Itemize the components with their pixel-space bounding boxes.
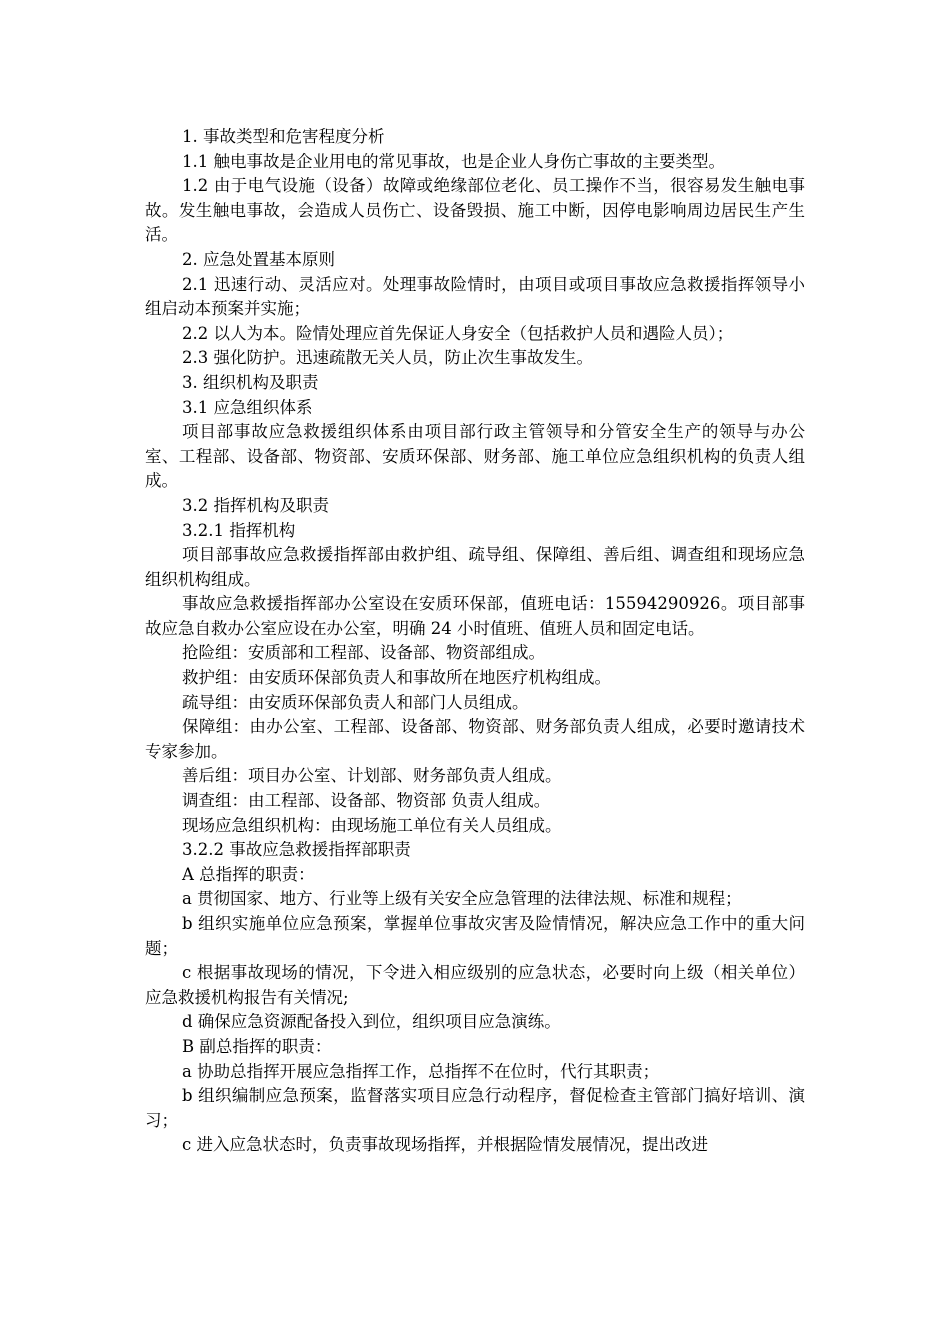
paragraph-2-2: 2.2 以人为本。险情处理应首先保证人身安全（包括救护人员和遇险人员）；: [182, 323, 734, 343]
group-onsite: 现场应急组织机构：由现场施工单位有关人员组成。: [182, 815, 562, 835]
commander-duty-b: b 组织实施单位应急预案，掌握单位事故灾害及险情情况，解决应急工作中的重大问题；: [145, 914, 805, 958]
commander-duty-c: c 根据事故现场的情况，下令进入相应级别的应急状态，必要时向上级（相关单位）应急救援机构报告有关情况;: [145, 963, 805, 1007]
paragraph-1-2: 1.2 由于电气设施（设备）故障或绝缘部位老化、员工操作不当，很容易发生触电事故。发生触电事故，会造成人员伤亡、设备毁损、施工中断，因停电影响周边居民生产生活。: [145, 176, 805, 245]
heading-3-2: 3.2 指挥机构及职责: [182, 495, 329, 515]
paragraph-3-2-1-a: 项目部事故应急救援指挥部由救护组、疏导组、保障组、善后组、调查组和现场应急组织机构组成。: [145, 545, 805, 589]
group-medical: 救护组：由安质环保部负责人和事故所在地医疗机构组成。: [182, 668, 611, 688]
paragraph-3-2-1-b: 事故应急救援指挥部办公室设在安质环保部，值班电话：15594290926。项目部事故应急自救办公室应设在办公室，明确 24 小时值班、值班人员和固定电话。: [145, 594, 805, 638]
group-support: 保障组：由办公室、工程部、设备部、物资部、财务部负责人组成，必要时邀请技术专家参加。: [145, 717, 805, 761]
heading-2: 2. 应急处置基本原则: [182, 249, 335, 269]
heading-commander: A 总指挥的职责：: [182, 864, 315, 884]
document-body: [145, 125, 805, 1158]
deputy-duty-a: a 协助总指挥开展应急指挥工作，总指挥不在位时，代行其职责；: [182, 1061, 660, 1081]
group-evacuation: 疏导组：由安质环保部负责人和部门人员组成。: [182, 692, 529, 712]
paragraph-1-1: 1.1 触电事故是企业用电的常见事故，也是企业人身伤亡事故的主要类型。: [182, 151, 725, 171]
group-investigation: 调查组：由工程部、设备部、物资部 负责人组成。: [182, 791, 551, 811]
paragraph-3-1: 项目部事故应急救援组织体系由项目部行政主管领导和分管安全生产的领导与办公室、工程部、设备部、物资部、安质环保部、财务部、施工单位应急组织机构的负责人组成。: [145, 422, 805, 491]
commander-duty-a: a 贯彻国家、地方、行业等上级有关安全应急管理的法律法规、标准和规程；: [182, 889, 742, 909]
paragraph-2-1: 2.1 迅速行动、灵活应对。处理事故险情时，由项目或项目事故应急救援指挥领导小组启动本预案并实施；: [145, 274, 805, 319]
heading-3-2-2: 3.2.2 事故应急救援指挥部职责: [182, 840, 411, 860]
heading-3-1: 3.1 应急组织体系: [182, 397, 313, 417]
heading-3-2-1: 3.2.1 指挥机构: [182, 520, 296, 540]
deputy-duty-b: b 组织编制应急预案，监督落实项目应急行动程序，督促检查主管部门搞好培训、演习；: [145, 1086, 805, 1130]
heading-1: 1. 事故类型和危害程度分析: [182, 127, 385, 146]
heading-deputy-commander: B 副总指挥的职责：: [182, 1036, 332, 1056]
commander-duty-d: d 确保应急资源配备投入到位，组织项目应急演练。: [182, 1012, 561, 1032]
paragraph-2-3: 2.3 强化防护。迅速疏散无关人员，防止次生事故发生。: [182, 348, 593, 368]
group-aftermath: 善后组：项目办公室、计划部、财务部负责人组成。: [182, 766, 562, 786]
deputy-duty-c: c 进入应急状态时，负责事故现场指挥，并根据险情发展情况，提出改进: [182, 1135, 708, 1155]
heading-3: 3. 组织机构及职责: [182, 372, 319, 392]
group-rescue: 抢险组：安质部和工程部、设备部、物资部组成。: [182, 643, 545, 663]
